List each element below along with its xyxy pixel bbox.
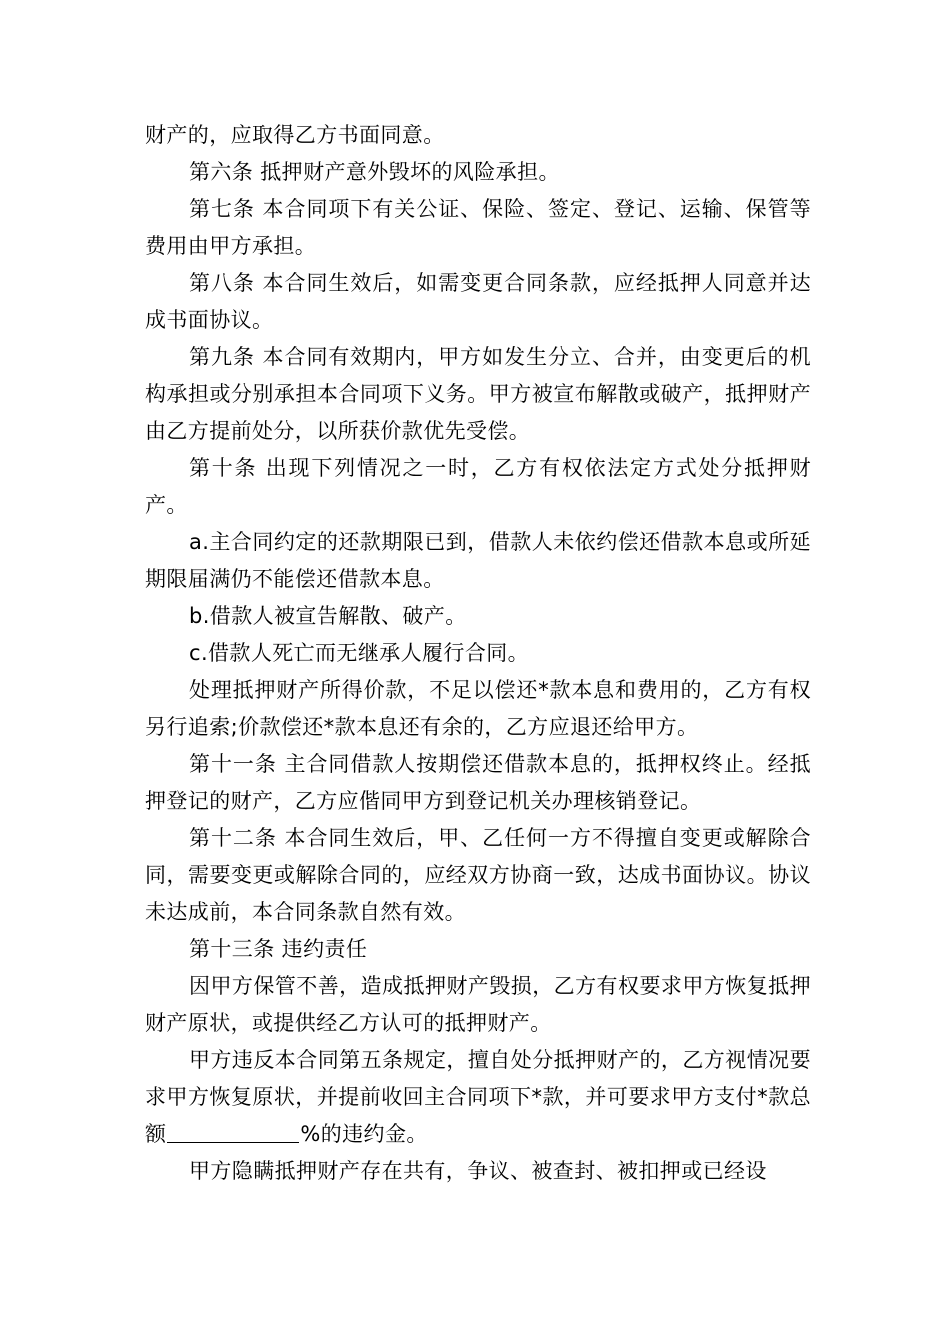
paragraph-damage-liability: 因甲方保管不善，造成抵押财产毁损，乙方有权要求甲方恢复抵押财产原状，或提供经乙方认可的抵押财产。 (145, 974, 811, 1035)
paragraph-article-7: 第七条 本合同项下有关公证、保险、签定、登记、运输、保管等费用由甲方承担。 (145, 197, 811, 258)
paragraph-article-13-heading: 第十三条 违约责任 (189, 937, 368, 961)
paragraph-item-a: a.主合同约定的还款期限已到，借款人未依约偿还借款本息或所延期限届满仍不能偿还借款本息。 (145, 530, 811, 591)
penalty-text-before: 甲方违反本合同第五条规定，擅自处分抵押财产的，乙方视情况要求甲方恢复原状，并提前收回主合同项下*款，并可要求甲方支付*款总额 (145, 1048, 811, 1146)
penalty-percentage-blank (167, 1122, 299, 1143)
paragraph-article-8: 第八条 本合同生效后，如需变更合同条款，应经抵押人同意并达成书面协议。 (145, 271, 811, 332)
paragraph-penalty (145, 1042, 811, 1153)
paragraph-continuation: 财产的，应取得乙方书面同意。 (145, 123, 445, 147)
paragraph-article-11: 第十一条 主合同借款人按期偿还借款本息的，抵押权终止。经抵押登记的财产，乙方应偕同甲方到登记机关办理核销登记。 (145, 752, 811, 813)
penalty-text-after: %的违约金。 (300, 1122, 428, 1146)
paragraph-proceeds: 处理抵押财产所得价款，不足以偿还*款本息和费用的，乙方有权另行追索;价款偿还*款本息还有余的，乙方应退还给甲方。 (145, 678, 811, 739)
paragraph-item-c: c.借款人死亡而无继承人履行合同。 (189, 641, 530, 665)
paragraph-article-12: 第十二条 本合同生效后，甲、乙任何一方不得擅自变更或解除合同，需要变更或解除合同的，应经双方协商一致，达成书面协议。协议未达成前，本合同条款自然有效。 (145, 826, 811, 924)
paragraph-article-9: 第九条 本合同有效期内，甲方如发生分立、合并，由变更后的机构承担或分别承担本合同项下义务。甲方被宣布解散或破产，抵押财产由乙方提前处分，以所获价款优先受偿。 (145, 345, 811, 443)
paragraph-concealment: 甲方隐瞒抵押财产存在共有，争议、被查封、被扣押或已经设 (189, 1159, 767, 1183)
document-body (145, 117, 811, 1190)
paragraph-article-6: 第六条 抵押财产意外毁坏的风险承担。 (189, 160, 560, 184)
paragraph-item-b: b.借款人被宣告解散、破产。 (189, 604, 467, 628)
paragraph-article-10: 第十条 出现下列情况之一时，乙方有权依法定方式处分抵押财产。 (145, 456, 811, 517)
